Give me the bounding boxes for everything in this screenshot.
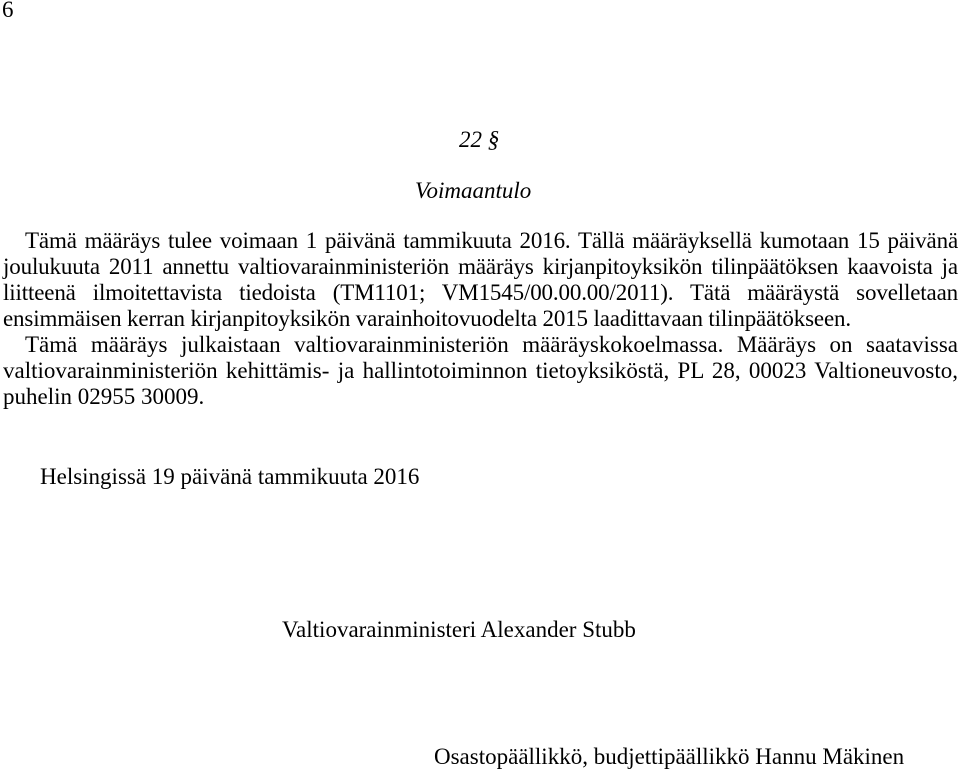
place-and-date: Helsingissä 19 päivänä tammikuuta 2016 <box>40 464 420 489</box>
paragraph-publication: Tämä määräys julkaistaan valtiovarainministeriön määräyskokoelmassa. Määräys on saatavissa valtiovarainministeriön kehittämis- ja hallintotoiminnon tietoyksiköstä, PL 28, 00023 Valtioneuvosto, puhelin 02955 30009. <box>3 332 958 409</box>
section-number: 22 § <box>459 127 500 152</box>
signatory-minister: Valtiovarainministeri Alexander Stubb <box>282 617 636 642</box>
signatory-budget-director: Osastopäällikkö, budjettipäällikkö Hannu Mäkinen <box>434 744 905 769</box>
paragraph-entry-into-force: Tämä määräys tulee voimaan 1 päivänä tammikuuta 2016. Tällä määräyksellä kumotaan 15 päivänä joulukuuta 2011 annettu valtiovarainministeriön määräys kirjanpitoyksikön tilinpäätöksen kaavoista ja liitteenä ilmoitettavista tiedoista (TM1101; VM1545/00.00.00/2011). Tätä määräystä sovelletaan ensimmäisen kerran kirjanpitoyksikön varainhoitovuodelta 2015 laadittavaan tilinpäätökseen. <box>3 228 958 331</box>
body-text <box>3 228 958 410</box>
section-heading: Voimaantulo <box>415 178 532 203</box>
page-number: 6 <box>2 0 14 22</box>
